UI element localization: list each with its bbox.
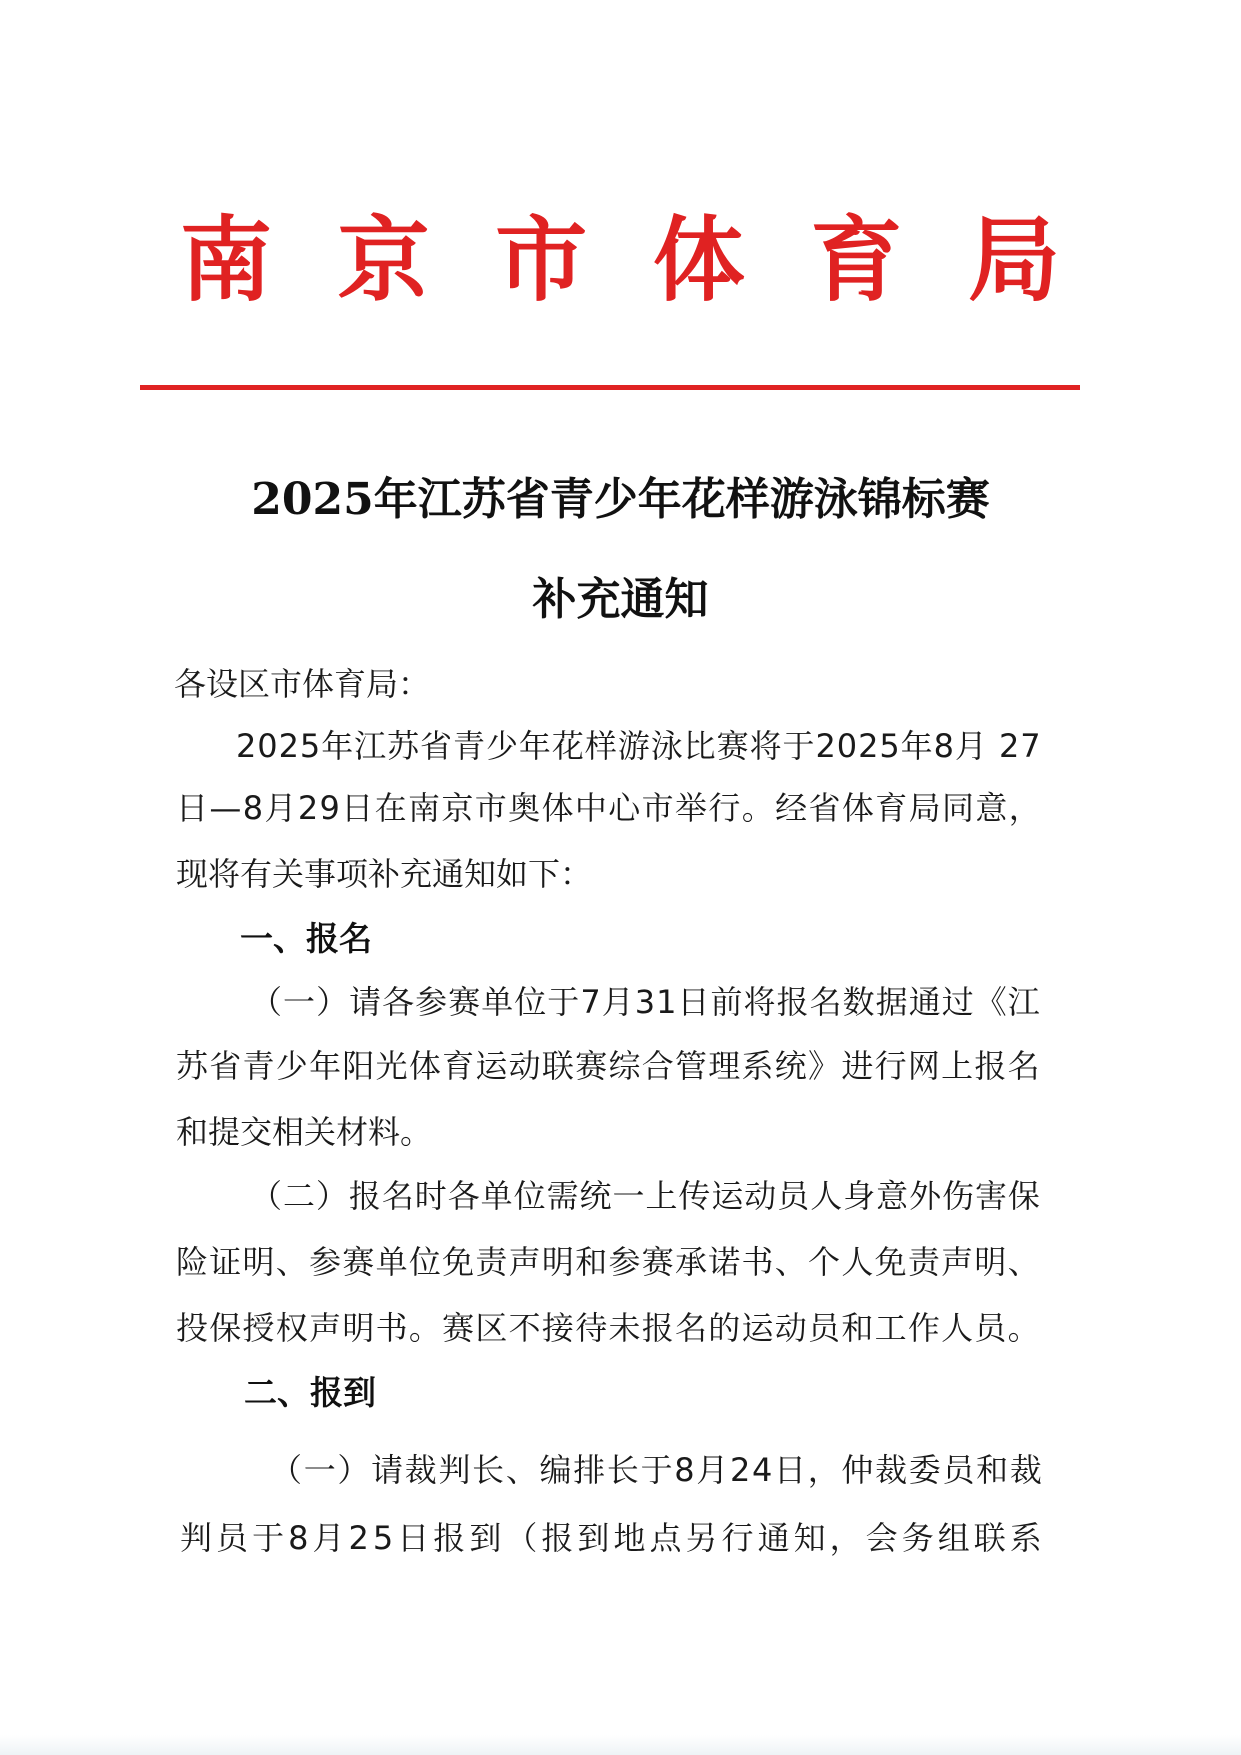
intro-line: 现将有关事项补充通知如下： (176, 855, 593, 893)
intro-line: 2 0 2 5 年 江 苏 省 青 少 年 花 样 游 泳 比 赛 将 于 2 0 2 5 年 8 月 2 7 (236, 727, 1041, 765)
paragraph-line: 苏 省 青 少 年 阳 光 体 育 运 动 联 赛 综 合 管 理 系 统 》 进 行 网 上 报 名 (176, 1047, 1040, 1085)
salutation: 各设区市体育局： (174, 665, 431, 703)
letterhead-char: 南 (180, 206, 273, 314)
document-title-line-1: 2025年江苏省青少年花样游泳锦标赛 (251, 474, 990, 525)
paragraph-line: （ 一 ） 请 裁 判 长 、 编 排 长 于 8 月 2 4 日 ， 仲 裁 委 员 和 裁 (270, 1451, 1042, 1489)
document-title-line-2: 补充通知 (532, 574, 709, 625)
letterhead-char: 京 (337, 206, 430, 314)
paragraph-line: 投 保 授 权 声 明 书 。 赛 区 不 接 待 未 报 名 的 运 动 员 和 工 作 人 员 。 (176, 1309, 1040, 1347)
letterhead-char: 市 (495, 206, 588, 314)
section-heading: 一、报名 (240, 919, 372, 958)
paragraph-line: 险 证 明 、 参 赛 单 位 免 责 声 明 和 参 赛 承 诺 书 、 个 人 免 责 声 明 、 (176, 1243, 1040, 1281)
letterhead-char: 体 (652, 206, 745, 314)
letterhead-title (180, 205, 1060, 315)
letterhead-char: 局 (967, 206, 1060, 314)
paragraph-line: （ 二 ） 报 名 时 各 单 位 需 统 一 上 传 运 动 员 人 身 意 外 伤 害 保 (250, 1177, 1040, 1215)
section-heading: 二、报到 (244, 1373, 376, 1412)
intro-line: 日 — 8 月 2 9 日 在 南 京 市 奥 体 中 心 市 举 行 。 经 省 体 育 局 同 意 ， (176, 789, 1041, 827)
paragraph-line: 和提交相关材料。 (176, 1113, 433, 1151)
paragraph-line: （ 一 ） 请 各 参 赛 单 位 于 7 月 3 1 日 前 将 报 名 数 据 通 过 《 江 (250, 983, 1040, 1021)
letterhead-divider (140, 385, 1080, 390)
scan-edge (0, 1735, 1241, 1755)
paragraph-line: 判 员 于 8 月 2 5 日 报 到 （ 报 到 地 点 另 行 通 知 ， 会 务 组 联 系 (180, 1519, 1042, 1557)
letterhead-char: 育 (810, 206, 903, 314)
